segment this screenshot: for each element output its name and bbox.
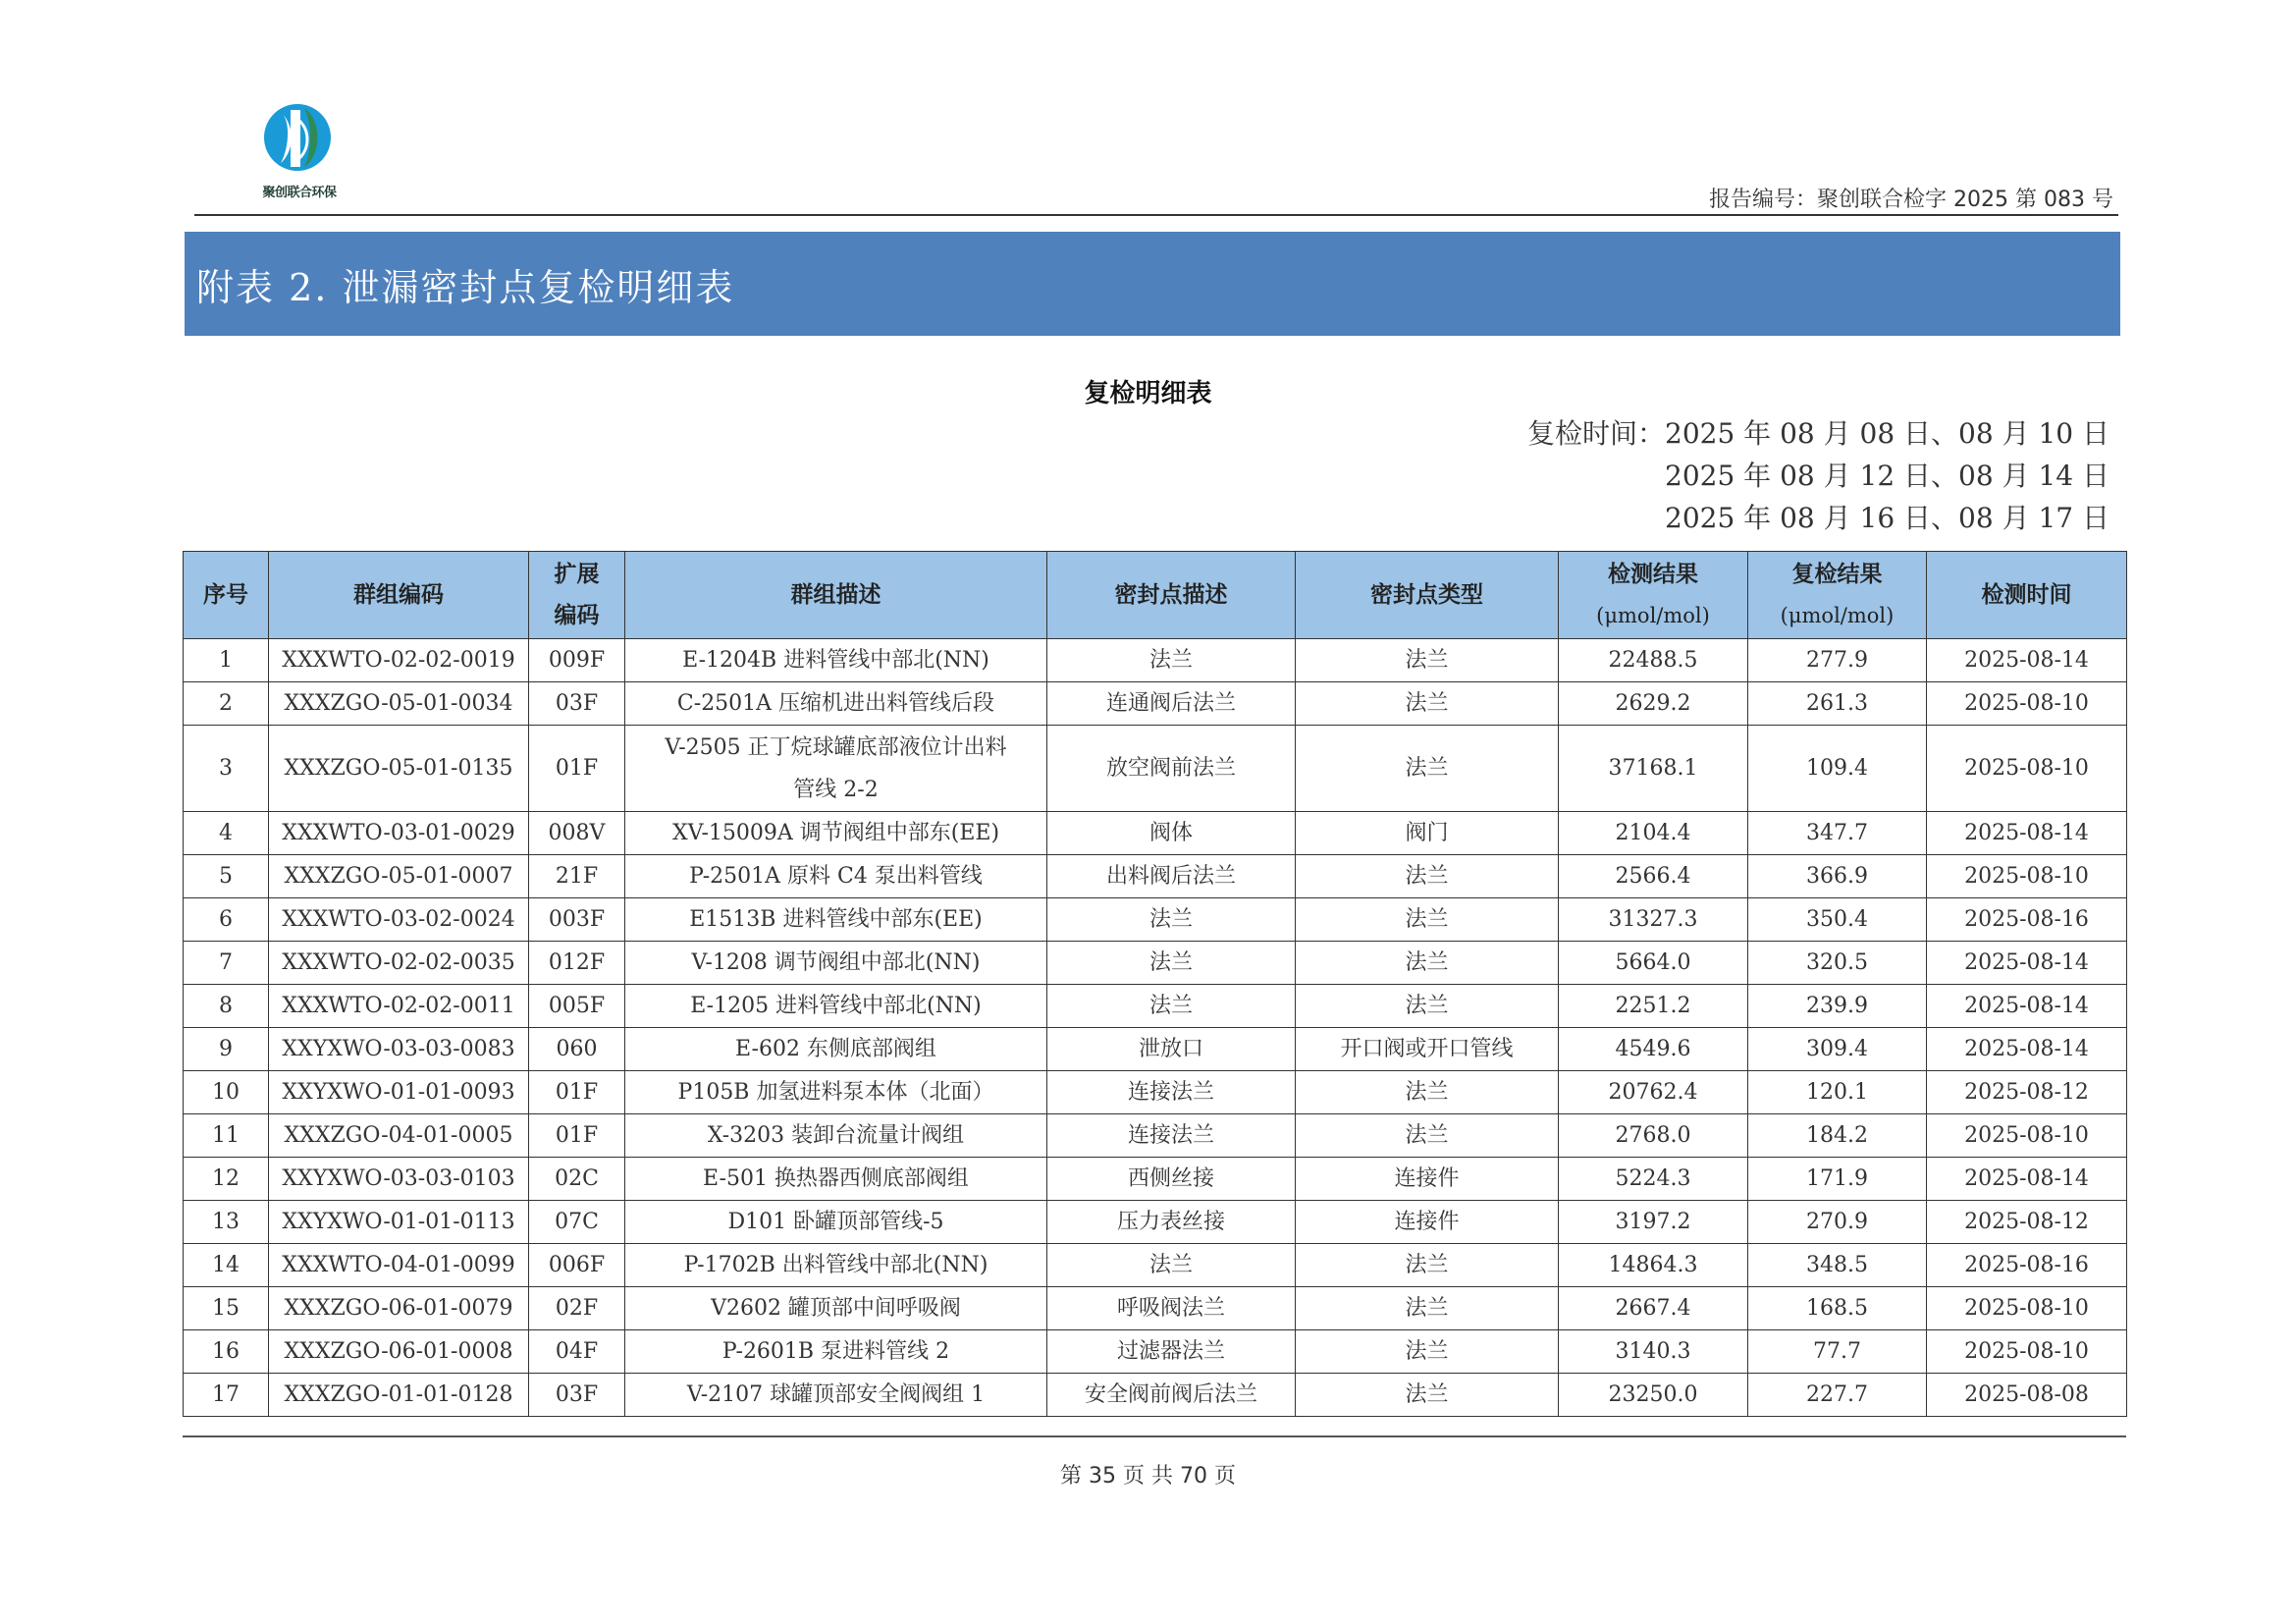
table-row	[184, 639, 2127, 682]
cell-group-desc: X-3203 装卸台流量计阀组	[625, 1114, 1047, 1158]
cell-ext-code: 009F	[529, 639, 625, 682]
cell-seal-desc: 阀体	[1047, 812, 1296, 855]
table-row	[184, 855, 2127, 898]
cell-group-code: XXXZGO-05-01-0135	[269, 726, 529, 812]
cell-seq: 13	[184, 1201, 269, 1244]
table-row	[184, 1374, 2127, 1417]
cell-ext-code: 21F	[529, 855, 625, 898]
cell-seq: 9	[184, 1028, 269, 1071]
cell-detect-time: 2025-08-14	[1927, 942, 2127, 985]
cell-seq: 6	[184, 898, 269, 942]
cell-group-desc: E1513B 进料管线中部东(EE)	[625, 898, 1047, 942]
cell-detect-time: 2025-08-12	[1927, 1201, 2127, 1244]
col-header-detect-time: 检测时间	[1927, 552, 2127, 639]
col-header-seal-type: 密封点类型	[1296, 552, 1559, 639]
cell-detect-result: 22488.5	[1559, 639, 1748, 682]
cell-recheck-result: 227.7	[1748, 1374, 1927, 1417]
cell-group-code: XXYXWO-03-03-0103	[269, 1158, 529, 1201]
cell-seal-desc: 法兰	[1047, 942, 1296, 985]
cell-recheck-result: 171.9	[1748, 1158, 1927, 1201]
cell-recheck-result: 270.9	[1748, 1201, 1927, 1244]
cell-seq: 14	[184, 1244, 269, 1287]
section-title: 附表 2. 泄漏密封点复检明细表	[196, 266, 735, 309]
cell-detect-time: 2025-08-14	[1927, 1028, 2127, 1071]
cell-seal-desc: 出料阀后法兰	[1047, 855, 1296, 898]
cell-group-code: XXYXWO-03-03-0083	[269, 1028, 529, 1071]
cell-seal-type: 法兰	[1296, 1114, 1559, 1158]
cell-recheck-result: 277.9	[1748, 639, 1927, 682]
cell-group-desc: E-1205 进料管线中部北(NN)	[625, 985, 1047, 1028]
cell-group-desc: P-2601B 泵进料管线 2	[625, 1330, 1047, 1374]
cell-detect-time: 2025-08-10	[1927, 1330, 2127, 1374]
col-header-group-code: 群组编码	[269, 552, 529, 639]
cell-ext-code: 02C	[529, 1158, 625, 1201]
cell-group-desc-line1: V-2505 正丁烷球罐底部液位计出料	[665, 734, 1007, 760]
cell-detect-time: 2025-08-14	[1927, 639, 2127, 682]
table-bottom-rule	[183, 1435, 2126, 1437]
cell-recheck-result: 184.2	[1748, 1114, 1927, 1158]
cell-recheck-result: 120.1	[1748, 1071, 1927, 1114]
cell-recheck-result: 261.3	[1748, 682, 1927, 726]
recheck-time-line: 2025 年 08 月 12 日、08 月 14 日	[1665, 460, 2109, 492]
cell-detect-result: 2566.4	[1559, 855, 1748, 898]
cell-group-desc: E-501 换热器西侧底部阀组	[625, 1158, 1047, 1201]
recheck-times	[1527, 412, 2109, 539]
table-row	[184, 812, 2127, 855]
cell-seq: 10	[184, 1071, 269, 1114]
cell-ext-code: 01F	[529, 1071, 625, 1114]
cell-seal-desc: 法兰	[1047, 898, 1296, 942]
cell-detect-result: 4549.6	[1559, 1028, 1748, 1071]
cell-group-code: XXXWTO-03-01-0029	[269, 812, 529, 855]
recheck-time-line: 复检时间：2025 年 08 月 08 日、08 月 10 日	[1527, 417, 2109, 450]
recheck-time-line: 2025 年 08 月 16 日、08 月 17 日	[1665, 502, 2109, 534]
cell-group-desc: P105B 加氢进料泵本体（北面）	[625, 1071, 1047, 1114]
cell-recheck-result: 109.4	[1748, 726, 1927, 812]
table-row	[184, 1287, 2127, 1330]
cell-seq: 2	[184, 682, 269, 726]
cell-ext-code: 060	[529, 1028, 625, 1071]
cell-recheck-result: 168.5	[1748, 1287, 1927, 1330]
table-row	[184, 1158, 2127, 1201]
cell-ext-code: 003F	[529, 898, 625, 942]
cell-seal-type: 法兰	[1296, 682, 1559, 726]
cell-detect-time: 2025-08-10	[1927, 726, 2127, 812]
cell-detect-time: 2025-08-16	[1927, 1244, 2127, 1287]
cell-seq: 3	[184, 726, 269, 812]
cell-ext-code: 01F	[529, 1114, 625, 1158]
cell-detect-time: 2025-08-10	[1927, 1114, 2127, 1158]
cell-detect-result: 31327.3	[1559, 898, 1748, 942]
cell-seal-desc: 连接法兰	[1047, 1071, 1296, 1114]
cell-ext-code: 07C	[529, 1201, 625, 1244]
cell-group-desc: E-602 东侧底部阀组	[625, 1028, 1047, 1071]
cell-seal-type: 法兰	[1296, 1244, 1559, 1287]
cell-detect-result: 37168.1	[1559, 726, 1748, 812]
cell-seal-type: 法兰	[1296, 855, 1559, 898]
col-header-ext-line2: 编码	[554, 603, 600, 628]
cell-seal-type: 法兰	[1296, 1374, 1559, 1417]
cell-seq: 11	[184, 1114, 269, 1158]
cell-group-desc: V-1208 调节阀组中部北(NN)	[625, 942, 1047, 985]
cell-seq: 17	[184, 1374, 269, 1417]
cell-seal-desc: 连接法兰	[1047, 1114, 1296, 1158]
cell-ext-code: 03F	[529, 682, 625, 726]
table-row	[184, 1244, 2127, 1287]
cell-recheck-result: 348.5	[1748, 1244, 1927, 1287]
cell-seal-type: 法兰	[1296, 1330, 1559, 1374]
logo-text: 聚创联合环保	[262, 186, 337, 200]
cell-group-desc: C-2501A 压缩机进出料管线后段	[625, 682, 1047, 726]
cell-detect-time: 2025-08-10	[1927, 1287, 2127, 1330]
col-header-detect-unit: (μmol/mol)	[1596, 604, 1710, 627]
cell-detect-time: 2025-08-10	[1927, 682, 2127, 726]
cell-seq: 15	[184, 1287, 269, 1330]
cell-detect-result: 23250.0	[1559, 1374, 1748, 1417]
col-header-ext-code	[529, 552, 625, 639]
cell-seq: 16	[184, 1330, 269, 1374]
cell-seal-desc: 安全阀前阀后法兰	[1047, 1374, 1296, 1417]
col-header-seq: 序号	[184, 552, 269, 639]
cell-seal-type: 开口阀或开口管线	[1296, 1028, 1559, 1071]
cell-group-code: XXXWTO-02-02-0035	[269, 942, 529, 985]
cell-recheck-result: 347.7	[1748, 812, 1927, 855]
report-number: 报告编号：聚创联合检字 2025 第 083 号	[1709, 188, 2113, 212]
cell-detect-result: 14864.3	[1559, 1244, 1748, 1287]
table-row	[184, 1028, 2127, 1071]
cell-ext-code: 012F	[529, 942, 625, 985]
col-header-recheck-result	[1748, 552, 1927, 639]
table-row	[184, 682, 2127, 726]
cell-group-desc: E-1204B 进料管线中部北(NN)	[625, 639, 1047, 682]
cell-group-code: XXXZGO-05-01-0034	[269, 682, 529, 726]
cell-group-code: XXXWTO-02-02-0011	[269, 985, 529, 1028]
cell-group-code: XXXZGO-06-01-0008	[269, 1330, 529, 1374]
cell-detect-result: 2251.2	[1559, 985, 1748, 1028]
cell-detect-time: 2025-08-14	[1927, 1158, 2127, 1201]
table-row	[184, 898, 2127, 942]
cell-seal-desc: 呼吸阀法兰	[1047, 1287, 1296, 1330]
cell-seq: 7	[184, 942, 269, 985]
cell-detect-time: 2025-08-08	[1927, 1374, 2127, 1417]
table-row	[184, 985, 2127, 1028]
col-header-ext-line1: 扩展	[554, 562, 600, 587]
cell-seal-desc: 过滤器法兰	[1047, 1330, 1296, 1374]
cell-recheck-result: 77.7	[1748, 1330, 1927, 1374]
cell-seq: 5	[184, 855, 269, 898]
cell-ext-code: 03F	[529, 1374, 625, 1417]
cell-detect-result: 3140.3	[1559, 1330, 1748, 1374]
table-title: 复检明细表	[1084, 379, 1212, 408]
cell-seal-desc: 泄放口	[1047, 1028, 1296, 1071]
cell-detect-time: 2025-08-10	[1927, 855, 2127, 898]
cell-group-code: XXXZGO-06-01-0079	[269, 1287, 529, 1330]
page-footer: 第 35 页 共 70 页	[1060, 1464, 1236, 1489]
cell-seal-desc: 法兰	[1047, 1244, 1296, 1287]
table-row	[184, 1114, 2127, 1158]
cell-recheck-result: 309.4	[1748, 1028, 1927, 1071]
cell-seal-type: 法兰	[1296, 942, 1559, 985]
col-header-detect-result	[1559, 552, 1748, 639]
cell-detect-result: 2667.4	[1559, 1287, 1748, 1330]
cell-seal-type: 连接件	[1296, 1201, 1559, 1244]
col-header-seal-desc: 密封点描述	[1047, 552, 1296, 639]
cell-group-code: XXYXWO-01-01-0093	[269, 1071, 529, 1114]
col-header-recheck-unit: (μmol/mol)	[1780, 604, 1895, 627]
cell-detect-result: 5224.3	[1559, 1158, 1748, 1201]
cell-group-code: XXXWTO-04-01-0099	[269, 1244, 529, 1287]
cell-group-desc: V-2107 球罐顶部安全阀阀组 1	[625, 1374, 1047, 1417]
cell-detect-time: 2025-08-12	[1927, 1071, 2127, 1114]
cell-group-desc-line2: 管线 2-2	[793, 777, 879, 802]
table-body	[184, 639, 2127, 1417]
cell-ext-code: 01F	[529, 726, 625, 812]
cell-seal-type: 阀门	[1296, 812, 1559, 855]
cell-detect-result: 2629.2	[1559, 682, 1748, 726]
cell-detect-time: 2025-08-14	[1927, 985, 2127, 1028]
cell-recheck-result: 239.9	[1748, 985, 1927, 1028]
cell-seal-desc: 连通阀后法兰	[1047, 682, 1296, 726]
table-row	[184, 1071, 2127, 1114]
cell-seq: 12	[184, 1158, 269, 1201]
cell-detect-result: 3197.2	[1559, 1201, 1748, 1244]
cell-group-code: XXXZGO-05-01-0007	[269, 855, 529, 898]
cell-seq: 1	[184, 639, 269, 682]
cell-seal-desc: 压力表丝接	[1047, 1201, 1296, 1244]
col-header-recheck-label: 复检结果	[1791, 562, 1883, 587]
cell-detect-result: 2768.0	[1559, 1114, 1748, 1158]
cell-group-code: XXXWTO-03-02-0024	[269, 898, 529, 942]
cell-group-desc: D101 卧罐顶部管线-5	[625, 1201, 1047, 1244]
cell-group-desc: V2602 罐顶部中间呼吸阀	[625, 1287, 1047, 1330]
cell-seal-desc: 西侧丝接	[1047, 1158, 1296, 1201]
cell-detect-result: 2104.4	[1559, 812, 1748, 855]
cell-detect-time: 2025-08-14	[1927, 812, 2127, 855]
cell-ext-code: 04F	[529, 1330, 625, 1374]
cell-seq: 8	[184, 985, 269, 1028]
cell-seal-type: 法兰	[1296, 898, 1559, 942]
table-row	[184, 1201, 2127, 1244]
cell-seal-desc: 法兰	[1047, 639, 1296, 682]
cell-seq: 4	[184, 812, 269, 855]
cell-group-code: XXXZGO-01-01-0128	[269, 1374, 529, 1417]
cell-ext-code: 005F	[529, 985, 625, 1028]
cell-group-desc: XV-15009A 调节阀组中部东(EE)	[625, 812, 1047, 855]
cell-seal-desc: 法兰	[1047, 985, 1296, 1028]
cell-seal-type: 法兰	[1296, 1071, 1559, 1114]
table-row	[184, 726, 2127, 812]
cell-recheck-result: 350.4	[1748, 898, 1927, 942]
cell-detect-time: 2025-08-16	[1927, 898, 2127, 942]
recheck-detail-table	[183, 551, 2127, 1417]
cell-detect-result: 5664.0	[1559, 942, 1748, 985]
cell-seal-type: 法兰	[1296, 985, 1559, 1028]
table-row	[184, 1330, 2127, 1374]
cell-seal-desc: 放空阀前法兰	[1047, 726, 1296, 812]
table-row	[184, 942, 2127, 985]
cell-ext-code: 006F	[529, 1244, 625, 1287]
cell-ext-code: 02F	[529, 1287, 625, 1330]
cell-group-code: XXXWTO-02-02-0019	[269, 639, 529, 682]
cell-seal-type: 连接件	[1296, 1158, 1559, 1201]
col-header-detect-label: 检测结果	[1608, 562, 1698, 587]
cell-detect-result: 20762.4	[1559, 1071, 1748, 1114]
col-header-group-desc: 群组描述	[625, 552, 1047, 639]
table-header-row	[184, 552, 2127, 639]
cell-group-desc: P-1702B 出料管线中部北(NN)	[625, 1244, 1047, 1287]
cell-seal-type: 法兰	[1296, 639, 1559, 682]
header-divider	[194, 214, 2118, 216]
cell-group-code: XXXZGO-04-01-0005	[269, 1114, 529, 1158]
cell-recheck-result: 366.9	[1748, 855, 1927, 898]
cell-seal-type: 法兰	[1296, 726, 1559, 812]
cell-group-code: XXYXWO-01-01-0113	[269, 1201, 529, 1244]
cell-seal-type: 法兰	[1296, 1287, 1559, 1330]
cell-ext-code: 008V	[529, 812, 625, 855]
cell-group-desc	[625, 726, 1047, 812]
cell-group-desc: P-2501A 原料 C4 泵出料管线	[625, 855, 1047, 898]
cell-recheck-result: 320.5	[1748, 942, 1927, 985]
